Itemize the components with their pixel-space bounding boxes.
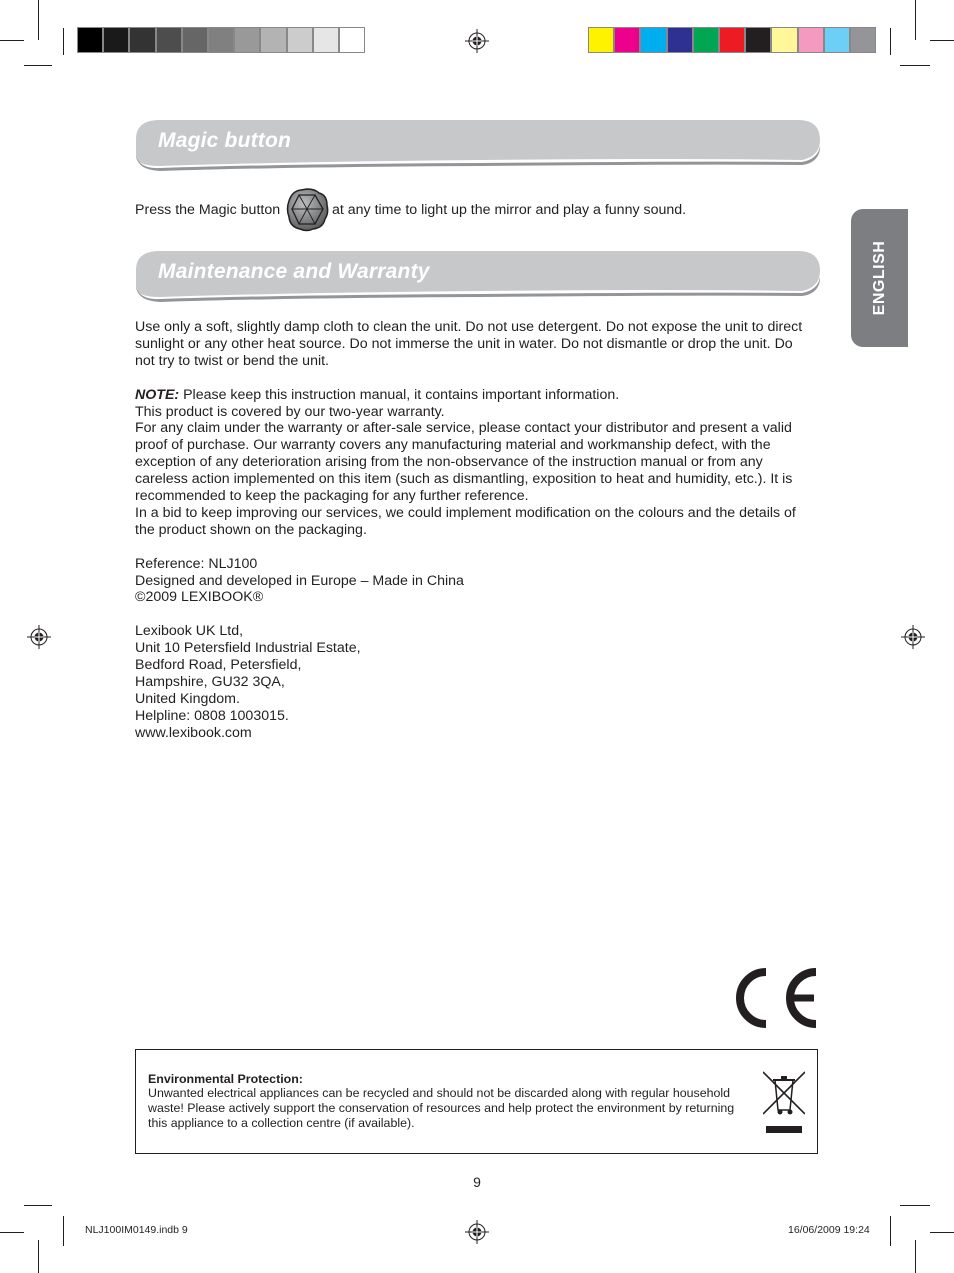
address-line: Unit 10 Petersfield Industrial Estate, [135, 640, 361, 657]
helpline-line: Helpline: 0808 1003015. [135, 707, 289, 724]
warranty-line: This product is covered by our two-year warranty. [135, 403, 445, 420]
registration-mark-icon [465, 1220, 489, 1244]
color-swatch [313, 27, 339, 53]
color-swatch [798, 27, 824, 53]
warranty-line: proof of purchase. Our warranty covers any manufacturing material and workmanship defect, with the [135, 437, 771, 454]
care-line: Use only a soft, slightly damp cloth to clean the unit. Do not use detergent. Do not expose the unit to direct [135, 319, 803, 335]
color-swatch [287, 27, 313, 53]
warranty-line: the product shown on the packaging. [135, 521, 367, 538]
color-swatch [745, 27, 771, 53]
weee-crossed-bin-icon [763, 1070, 805, 1136]
color-swatch [640, 27, 666, 53]
color-swatch [719, 27, 745, 53]
color-swatch [771, 27, 797, 53]
note-text: Please keep this instruction manual, it contains important information. [183, 386, 620, 403]
environment-box [135, 1049, 818, 1154]
color-swatch [234, 27, 260, 53]
website-line: www.lexibook.com [135, 724, 252, 741]
maintenance-heading: Maintenance and Warranty [158, 260, 430, 283]
ce-mark-icon [730, 966, 820, 1030]
note-label: NOTE: [135, 386, 180, 403]
warranty-line: In a bid to keep improving our services, we could implement modification on the colours and the details of [135, 504, 796, 521]
color-swatch [614, 27, 640, 53]
color-swatch [339, 27, 365, 53]
environment-line: this appliance to a collection centre (if available). [148, 1116, 415, 1130]
color-swatch [260, 27, 286, 53]
warranty-line: careless action implemented on this item (such as dismantling, exposition to heat and humidity, etc.). It is [135, 471, 793, 488]
reference-line: ©2009 LEXIBOOK® [135, 589, 264, 606]
color-swatch [667, 27, 693, 53]
file-slug: NLJ100IM0149.indb 9 [85, 1224, 188, 1236]
note-line [135, 387, 802, 404]
language-tab-label: ENGLISH [870, 240, 888, 316]
color-swatch [208, 27, 234, 53]
environment-title: Environmental Protection: [148, 1072, 303, 1086]
color-swatch [850, 27, 876, 53]
reference-line: Reference: NLJ100 [135, 555, 258, 572]
language-side-tab [851, 209, 908, 347]
magic-button-icon [285, 187, 330, 232]
color-swatch [182, 27, 208, 53]
color-swatch [824, 27, 850, 53]
warranty-line: exception of any deterioration arising from the non-observance of the instruction manual or from any [135, 454, 763, 471]
registration-mark-icon [901, 625, 925, 649]
color-swatch [588, 27, 614, 53]
address-line: United Kingdom. [135, 690, 240, 707]
magic-button-text-after: at any time to light up the mirror and play a funny sound. [332, 202, 687, 218]
warranty-line: For any claim under the warranty or after-sale service, please contact your distributor and present a valid [135, 420, 792, 437]
registration-mark-icon [27, 625, 51, 649]
color-swatch [693, 27, 719, 53]
page-number: 9 [473, 1174, 481, 1190]
color-swatch [77, 27, 103, 53]
environment-line: waste! Please actively support the conservation of resources and help protect the environment by returning [148, 1101, 735, 1115]
magic-button-heading: Magic button [158, 129, 292, 152]
color-swatch [129, 27, 155, 53]
color-swatch [156, 27, 182, 53]
care-line: not try to twist or bend the unit. [135, 352, 329, 369]
maintenance-body [135, 319, 802, 742]
address-line: Lexibook UK Ltd, [135, 623, 244, 640]
registration-mark-icon [465, 29, 489, 53]
color-swatch [103, 27, 129, 53]
environment-line: Unwanted electrical appliances can be recycled and should not be discarded along with regular household [148, 1086, 731, 1100]
magic-button-text-before: Press the Magic button [135, 202, 281, 218]
warranty-line: recommended to keep the packaging for any further reference. [135, 488, 529, 505]
care-line: sunlight or any other heat source. Do not immerse the unit in water. Do not dismantle or drop the unit. Do [135, 335, 793, 352]
address-line: Hampshire, GU32 3QA, [135, 673, 285, 690]
date-slug: 16/06/2009 19:24 [788, 1224, 870, 1236]
address-line: Bedford Road, Petersfield, [135, 657, 302, 674]
reference-line: Designed and developed in Europe – Made in China [135, 572, 464, 589]
